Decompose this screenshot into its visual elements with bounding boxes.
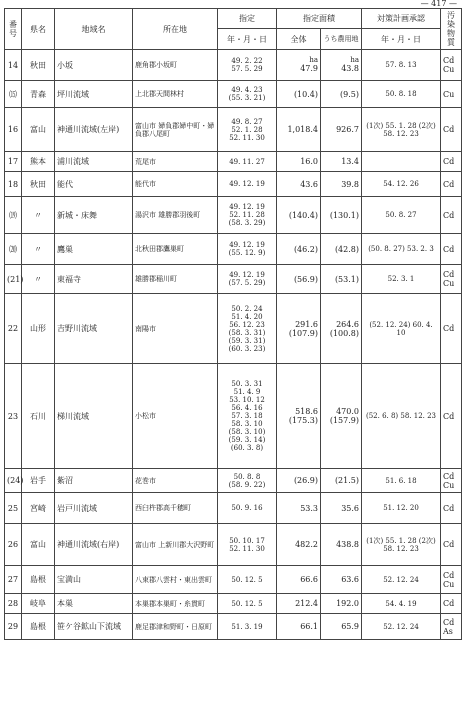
row-pollutants: [441, 469, 462, 493]
row-location: 花巻市: [133, 469, 218, 493]
row-location: 西臼杵郡高千穂町: [133, 493, 218, 524]
designated-area-table: [4, 8, 462, 640]
row-prefecture: 〃: [22, 265, 55, 294]
row-plan-date: (1次) 55. 1. 28 (2次) 58. 12. 23: [362, 108, 441, 152]
row-designation-dates: [218, 234, 277, 265]
row-area-farm: [321, 81, 362, 108]
row-area-farm: [321, 493, 362, 524]
pollutant: Cd: [443, 324, 455, 333]
unit-label-total: ha: [309, 56, 318, 64]
designation-date: 49. 8. 27: [231, 117, 263, 126]
table-row: [5, 524, 462, 566]
row-area-total: [277, 493, 321, 524]
pollutant: Cd: [443, 570, 455, 580]
designation-date: 51. 4. 20: [231, 312, 263, 321]
designation-date: (55. 3. 21): [228, 94, 266, 102]
row-pollutants: [441, 566, 462, 594]
pollutant: Cd: [443, 210, 455, 220]
row-area-name: 能代: [55, 172, 133, 197]
designation-date: 49. 12. 19: [229, 203, 265, 211]
table-row: [5, 566, 462, 594]
row-number: 26: [5, 524, 22, 566]
row-number: 28: [5, 594, 22, 614]
table-row: [5, 81, 462, 108]
designation-date: 52. 11. 30: [229, 544, 265, 553]
area-total-value: 47.9: [300, 64, 318, 73]
row-pollutants: [441, 50, 462, 81]
row-prefecture: 石川: [22, 364, 55, 469]
designation-date: 50. 2. 24: [231, 304, 263, 313]
row-pollutants: [441, 294, 462, 364]
area-farm-value: (130.1): [329, 210, 359, 220]
designation-date: 50. 8. 8: [233, 472, 261, 481]
area-farm-value: 13.4: [341, 157, 359, 166]
pollutant: Cd: [443, 471, 455, 481]
pollutant: Cu: [443, 89, 455, 99]
row-location: 本巣郡本巣町・糸貫町: [133, 594, 218, 614]
row-number: (24): [5, 469, 22, 493]
pollutant: Cd: [443, 244, 455, 254]
designation-date: (59. 3. 31): [228, 336, 266, 345]
row-area-total: [277, 50, 321, 81]
row-area-total: [277, 524, 321, 566]
pollutant: Cd: [443, 270, 455, 279]
designation-date: 49. 2. 22: [231, 57, 263, 65]
row-area-name: 本巣: [55, 594, 133, 614]
row-number: 29: [5, 614, 22, 640]
designation-date: 50. 9. 16: [231, 504, 263, 512]
row-area-name: 東福寺: [55, 265, 133, 294]
area-farm-value: 63.6: [341, 575, 359, 584]
designation-date: (58. 3. 29): [228, 219, 266, 227]
designation-date: 50. 12. 5: [231, 575, 263, 584]
row-number: 18: [5, 172, 22, 197]
row-area-total: [277, 172, 321, 197]
row-plan-date: 50. 8. 18: [362, 81, 441, 108]
row-location: 鹿角郡小坂町: [133, 50, 218, 81]
area-total-value: (140.4): [288, 210, 318, 220]
row-designation-dates: [218, 81, 277, 108]
designation-date: 56. 4. 16: [231, 404, 263, 412]
header-area-total: 全体: [277, 29, 321, 50]
area-total-value: 66.1: [300, 622, 318, 631]
pollutant: Cu: [443, 279, 455, 288]
designation-date: 50. 10. 17: [229, 536, 265, 545]
row-area-farm: [321, 50, 362, 81]
row-pollutants: [441, 524, 462, 566]
table-row: [5, 172, 462, 197]
area-farm-value: 43.8: [341, 64, 359, 73]
row-number: ⒇: [5, 234, 22, 265]
area-total-value: 291.6 (107.9): [288, 319, 318, 338]
area-total-value: (10.4): [293, 89, 318, 99]
row-prefecture: 島根: [22, 614, 55, 640]
area-total-value: 53.3: [300, 503, 318, 513]
pollutant: Cd: [443, 125, 455, 134]
area-total-value: (56.9): [293, 274, 318, 284]
row-pollutants: [441, 614, 462, 640]
row-prefecture: 秋田: [22, 172, 55, 197]
pollutant: Cd: [443, 599, 455, 608]
designation-date: 51. 4. 9: [233, 388, 261, 396]
row-plan-date: 57. 8. 13: [362, 50, 441, 81]
row-area-name: 吉野川流域: [55, 294, 133, 364]
area-farm-value: (21.5): [334, 476, 359, 485]
row-pollutants: [441, 234, 462, 265]
area-total-value: 66.6: [300, 575, 318, 584]
row-number: 27: [5, 566, 22, 594]
area-farm-value: 39.8: [341, 179, 359, 189]
row-area-name: 神通川流域(左岸): [55, 108, 133, 152]
row-designation-dates: [218, 493, 277, 524]
row-area-total: [277, 294, 321, 364]
area-total-value: 43.6: [300, 179, 318, 189]
row-plan-date: 51. 12. 20: [362, 493, 441, 524]
pollutant: Cd: [443, 503, 455, 513]
area-farm-value: 192.0: [336, 599, 359, 608]
row-area-name: 岩戸川流域: [55, 493, 133, 524]
designation-date: (58. 9. 22): [228, 480, 266, 489]
row-prefecture: 〃: [22, 197, 55, 234]
pollutant: Cd: [443, 179, 455, 189]
row-area-total: [277, 108, 321, 152]
row-prefecture: 宮崎: [22, 493, 55, 524]
row-designation-dates: [218, 364, 277, 469]
pollutant: Cd: [443, 411, 455, 421]
row-location: 雄勝郡稲川町: [133, 265, 218, 294]
designation-date: 57. 3. 18: [231, 412, 263, 420]
row-area-name: 坪川流域: [55, 81, 133, 108]
row-pollutants: [441, 108, 462, 152]
designation-date: (60. 3. 8): [230, 444, 264, 452]
designation-date: 56. 12. 23: [229, 320, 265, 329]
row-designation-dates: [218, 197, 277, 234]
row-number: 14: [5, 50, 22, 81]
area-farm-value: 264.6 (100.8): [329, 319, 359, 338]
area-farm-value: (9.5): [340, 89, 359, 99]
row-prefecture: 富山: [22, 108, 55, 152]
row-prefecture: 岩手: [22, 469, 55, 493]
row-pollutants: [441, 152, 462, 172]
row-prefecture: 秋田: [22, 50, 55, 81]
table-body: [5, 50, 462, 640]
unit-label-farm: ha: [350, 56, 359, 64]
row-pollutants: [441, 197, 462, 234]
row-number: 16: [5, 108, 22, 152]
area-total-value: 16.0: [300, 157, 318, 166]
table-row: [5, 469, 462, 493]
row-plan-date: (52. 6. 8) 58. 12. 23: [362, 364, 441, 469]
header-number: 番号: [5, 9, 22, 50]
row-plan-date: 54. 12. 26: [362, 172, 441, 197]
area-farm-value: 438.8: [336, 540, 359, 549]
row-prefecture: 岐阜: [22, 594, 55, 614]
table-row: [5, 294, 462, 364]
row-designation-dates: [218, 469, 277, 493]
row-designation-dates: [218, 172, 277, 197]
area-total-value: 482.2: [295, 540, 318, 549]
row-location: 鹿足郡津和野町・日原町: [133, 614, 218, 640]
header-designation-date: 年・月・日: [218, 29, 277, 50]
row-location: 荒尾市: [133, 152, 218, 172]
table-row: [5, 234, 462, 265]
row-plan-date: 54. 4. 19: [362, 594, 441, 614]
designation-date: 58. 3. 10: [231, 420, 263, 428]
row-location: 南陽市: [133, 294, 218, 364]
table-row: [5, 50, 462, 81]
table-row: [5, 493, 462, 524]
pollutant: Cu: [443, 579, 455, 589]
page-number: — 417 —: [420, 0, 457, 8]
designation-date: 49. 12. 19: [229, 271, 265, 279]
header-plan-date: 年・月・日: [362, 29, 441, 50]
row-area-name: 梯川流域: [55, 364, 133, 469]
row-prefecture: 島根: [22, 566, 55, 594]
row-number: 25: [5, 493, 22, 524]
designation-date: 52. 1. 28: [231, 125, 263, 134]
row-plan-date: (52. 12. 24) 60. 4. 10: [362, 294, 441, 364]
row-area-total: [277, 81, 321, 108]
row-prefecture: 富山: [22, 524, 55, 566]
designation-date: (60. 3. 23): [228, 344, 266, 353]
row-number: 17: [5, 152, 22, 172]
area-farm-value: 65.9: [341, 622, 359, 631]
table-row: [5, 197, 462, 234]
designation-date: 49. 11. 27: [229, 157, 265, 166]
row-area-farm: [321, 265, 362, 294]
designation-date: 52. 11. 30: [229, 133, 265, 142]
row-designation-dates: [218, 265, 277, 294]
row-area-total: [277, 364, 321, 469]
pollutant: Cd: [443, 157, 455, 166]
area-total-value: (26.9): [293, 476, 318, 485]
area-total-value: (46.2): [293, 244, 318, 254]
row-area-name: 宝満山: [55, 566, 133, 594]
header-pollutant: 汚染物質: [441, 9, 462, 50]
designation-date: 53. 10. 12: [229, 396, 265, 404]
row-plan-date: (50. 8. 27) 53. 2. 3: [362, 234, 441, 265]
header-prefecture: 県名: [22, 9, 55, 50]
row-area-farm: [321, 469, 362, 493]
area-farm-value: 926.7: [336, 125, 359, 134]
pollutant: Cd: [443, 540, 455, 549]
row-area-total: [277, 152, 321, 172]
table-row: [5, 108, 462, 152]
row-designation-dates: [218, 50, 277, 81]
row-designation-dates: [218, 108, 277, 152]
row-designation-dates: [218, 614, 277, 640]
row-area-total: [277, 566, 321, 594]
row-pollutants: [441, 81, 462, 108]
row-plan-date: 52. 3. 1: [362, 265, 441, 294]
row-area-name: 笹ケ谷鉱山下流域: [55, 614, 133, 640]
area-total-value: 518.6 (175.3): [288, 407, 318, 425]
row-designation-dates: [218, 594, 277, 614]
table-row: [5, 265, 462, 294]
row-designation-dates: [218, 566, 277, 594]
row-plan-date: [362, 152, 441, 172]
area-farm-value: 35.6: [341, 503, 359, 513]
row-prefecture: 熊本: [22, 152, 55, 172]
row-pollutants: [441, 594, 462, 614]
designation-date: 50. 12. 5: [231, 599, 263, 608]
row-area-farm: [321, 594, 362, 614]
designation-date: 49. 12. 19: [229, 180, 265, 188]
area-farm-value: (42.8): [334, 244, 359, 254]
designation-date: 51. 3. 19: [231, 622, 263, 631]
row-area-name: 小坂: [55, 50, 133, 81]
designation-date: (58. 3. 10): [228, 428, 266, 436]
row-pollutants: [441, 493, 462, 524]
row-area-total: [277, 594, 321, 614]
row-plan-date: 52. 12. 24: [362, 566, 441, 594]
row-number: 22: [5, 294, 22, 364]
area-farm-value: 470.0 (157.9): [329, 407, 359, 425]
row-area-farm: [321, 614, 362, 640]
row-area-name: 神通川流域(右岸): [55, 524, 133, 566]
header-area-size: 指定面積: [277, 9, 362, 29]
row-area-farm: [321, 294, 362, 364]
row-prefecture: 青森: [22, 81, 55, 108]
header-plan: 対策計画承認: [362, 9, 441, 29]
header-location: 所在地: [133, 9, 218, 50]
designation-date: (58. 3. 31): [228, 328, 266, 337]
row-plan-date: 51. 6. 18: [362, 469, 441, 493]
pollutant: Cd: [443, 56, 455, 65]
row-location: 小松市: [133, 364, 218, 469]
row-number: ⒆: [5, 197, 22, 234]
pollutant: As: [443, 626, 453, 636]
row-area-farm: [321, 234, 362, 265]
pollutant: Cu: [443, 65, 455, 74]
designation-date: 52. 11. 28: [229, 211, 265, 219]
row-plan-date: 52. 12. 24: [362, 614, 441, 640]
row-designation-dates: [218, 294, 277, 364]
row-prefecture: 山形: [22, 294, 55, 364]
row-pollutants: [441, 265, 462, 294]
row-pollutants: [441, 364, 462, 469]
row-location: 八束郡八雲村・東出雲町: [133, 566, 218, 594]
row-pollutants: [441, 172, 462, 197]
row-area-total: [277, 197, 321, 234]
row-area-farm: [321, 364, 362, 469]
row-location: 富山市 上新川郡大沢野町: [133, 524, 218, 566]
row-area-farm: [321, 108, 362, 152]
header-area-name: 地域名: [55, 9, 133, 50]
row-designation-dates: [218, 152, 277, 172]
area-total-value: 1,018.4: [287, 125, 318, 134]
header-area-farm: うち農用地: [321, 29, 362, 50]
row-area-name: 紫沼: [55, 469, 133, 493]
row-area-total: [277, 469, 321, 493]
row-prefecture: 〃: [22, 234, 55, 265]
row-location: 北秋田郡鷹巣町: [133, 234, 218, 265]
designation-date: (59. 3. 14): [228, 436, 266, 444]
row-plan-date: (1次) 55. 1. 28 (2次) 58. 12. 23: [362, 524, 441, 566]
row-area-total: [277, 265, 321, 294]
table-header: [5, 9, 462, 50]
row-area-name: 新城・床舞: [55, 197, 133, 234]
row-number: ⒂: [5, 81, 22, 108]
row-location: 上北郡天間林村: [133, 81, 218, 108]
table-row: [5, 594, 462, 614]
row-area-farm: [321, 152, 362, 172]
row-area-farm: [321, 524, 362, 566]
row-designation-dates: [218, 524, 277, 566]
pollutant: Cu: [443, 480, 455, 490]
table-row: [5, 364, 462, 469]
row-area-total: [277, 614, 321, 640]
designation-date: (57. 5. 29): [228, 279, 266, 287]
row-area-name: 浦川流域: [55, 152, 133, 172]
area-farm-value: (53.1): [334, 274, 359, 284]
designation-date: 49. 12. 19: [229, 241, 265, 249]
row-plan-date: 50. 8. 27: [362, 197, 441, 234]
row-area-farm: [321, 566, 362, 594]
row-location: 湯沢市 雄勝郡羽後町: [133, 197, 218, 234]
pollutant: Cd: [443, 617, 455, 627]
designation-date: (55. 12. 9): [228, 249, 266, 257]
row-area-name: 鷹巣: [55, 234, 133, 265]
table-row: [5, 614, 462, 640]
designation-date: 50. 3. 31: [231, 380, 263, 388]
table-row: [5, 152, 462, 172]
row-number: (21): [5, 265, 22, 294]
row-area-farm: [321, 197, 362, 234]
row-number: 23: [5, 364, 22, 469]
row-location: 富山市 婦負郡婦中町・婦負郡八尾町: [133, 108, 218, 152]
row-area-farm: [321, 172, 362, 197]
row-location: 能代市: [133, 172, 218, 197]
designation-date: 49. 4. 23: [231, 86, 263, 94]
area-total-value: 212.4: [295, 599, 318, 608]
header-designation: 指定: [218, 9, 277, 29]
designation-date: 57. 5. 29: [231, 65, 263, 73]
row-area-total: [277, 234, 321, 265]
